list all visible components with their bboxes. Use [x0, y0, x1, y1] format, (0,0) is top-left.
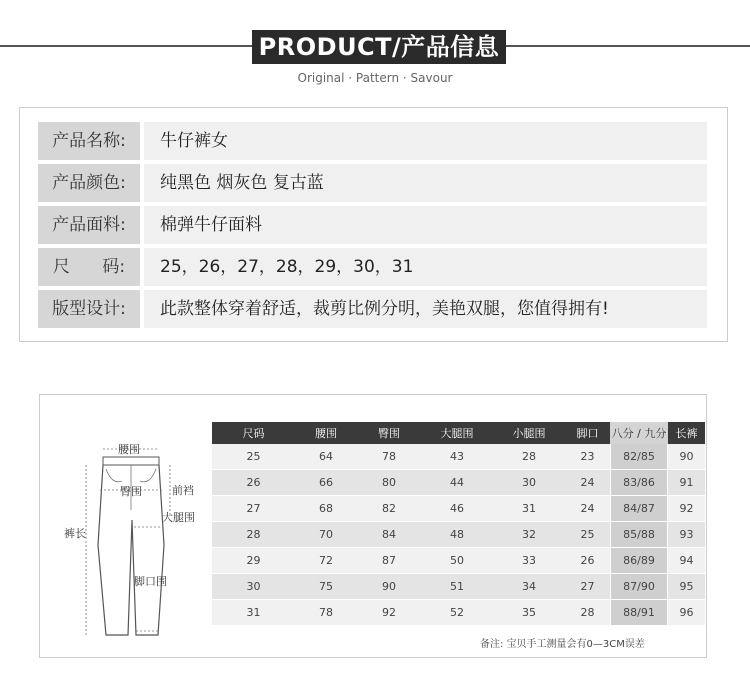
- table-cell: 93: [668, 522, 705, 548]
- table-cell: 78: [357, 444, 421, 470]
- table-row: [212, 574, 705, 600]
- table-cell: 51: [421, 574, 493, 600]
- table-cell: 28: [493, 444, 565, 470]
- table-cell: 50: [421, 548, 493, 574]
- info-label: 版型设计:: [38, 290, 140, 328]
- table-cell: 84: [357, 522, 421, 548]
- info-row-color: [38, 164, 707, 202]
- table-cell: 91: [668, 470, 705, 496]
- length-label: 裤长: [64, 527, 86, 540]
- table-cell: 94: [668, 548, 705, 574]
- table-cell: 24: [565, 496, 610, 522]
- info-label: 产品名称:: [38, 122, 140, 160]
- measurement-note: 备注: 宝贝手工测量会有0—3CM误差: [480, 639, 645, 650]
- table-cell: 52: [421, 600, 493, 626]
- table-cell: 30: [493, 470, 565, 496]
- table-cell: 68: [295, 496, 357, 522]
- info-row-design: [38, 290, 707, 328]
- waist-label: 腰围: [118, 443, 140, 456]
- header-calf: 小腿围: [493, 422, 565, 444]
- table-cell: 46: [421, 496, 493, 522]
- hem-label: 脚口围: [134, 575, 167, 588]
- table-cell: 82/85: [610, 444, 668, 470]
- table-cell: 86/89: [610, 548, 668, 574]
- info-value: 此款整体穿着舒适，裁剪比例分明，美艳双腿，您值得拥有!: [144, 290, 707, 328]
- section-title: PRODUCT/产品信息: [252, 30, 506, 64]
- table-cell: 26: [212, 470, 295, 496]
- header-waist: 腰围: [295, 422, 357, 444]
- table-cell: 72: [295, 548, 357, 574]
- table-cell: 78: [295, 600, 357, 626]
- header-hem: 脚口: [565, 422, 610, 444]
- info-label: 产品颜色:: [38, 164, 140, 202]
- section-subtitle: Original · Pattern · Savour: [297, 71, 453, 85]
- product-info-panel: [19, 107, 728, 342]
- table-cell: 70: [295, 522, 357, 548]
- table-cell: 25: [565, 522, 610, 548]
- table-cell: 95: [668, 574, 705, 600]
- table-row: [212, 496, 705, 522]
- info-label: 尺 码:: [38, 248, 140, 286]
- table-row: [212, 444, 705, 470]
- table-cell: 88/91: [610, 600, 668, 626]
- table-cell: 92: [668, 496, 705, 522]
- table-cell: 31: [493, 496, 565, 522]
- table-cell: 87/90: [610, 574, 668, 600]
- info-label: 产品面料:: [38, 206, 140, 244]
- table-cell: 43: [421, 444, 493, 470]
- info-row-size: [38, 248, 707, 286]
- header-length-cropped: 八分 / 九分: [610, 422, 668, 444]
- table-cell: 66: [295, 470, 357, 496]
- info-row-fabric: [38, 206, 707, 244]
- table-cell: 27: [565, 574, 610, 600]
- table-cell: 64: [295, 444, 357, 470]
- header-rule-left: [0, 45, 252, 47]
- hip-label: 臀围: [120, 485, 142, 498]
- table-cell: 23: [565, 444, 610, 470]
- table-cell: 27: [212, 496, 295, 522]
- table-cell: 31: [212, 600, 295, 626]
- table-cell: 80: [357, 470, 421, 496]
- table-cell: 82: [357, 496, 421, 522]
- info-value: 纯黑色 烟灰色 复古蓝: [144, 164, 707, 202]
- table-cell: 25: [212, 444, 295, 470]
- table-cell: 48: [421, 522, 493, 548]
- table-cell: 34: [493, 574, 565, 600]
- table-cell: 28: [212, 522, 295, 548]
- table-header-row: [212, 422, 705, 444]
- table-cell: 85/88: [610, 522, 668, 548]
- table-cell: 32: [493, 522, 565, 548]
- table-cell: 26: [565, 548, 610, 574]
- front-rise-label: 前裆: [172, 484, 194, 497]
- table-cell: 84/87: [610, 496, 668, 522]
- info-value: 棉弹牛仔面料: [144, 206, 707, 244]
- info-row-name: [38, 122, 707, 160]
- table-row: [212, 548, 705, 574]
- header-hip: 臀围: [357, 422, 421, 444]
- table-row: [212, 522, 705, 548]
- table-cell: 92: [357, 600, 421, 626]
- table-cell: 96: [668, 600, 705, 626]
- header-rule-right: [506, 45, 750, 47]
- info-value: 牛仔裤女: [144, 122, 707, 160]
- size-table: [212, 422, 705, 626]
- table-cell: 33: [493, 548, 565, 574]
- table-cell: 30: [212, 574, 295, 600]
- table-cell: 44: [421, 470, 493, 496]
- table-cell: 75: [295, 574, 357, 600]
- header-size: 尺码: [212, 422, 295, 444]
- table-cell: 28: [565, 600, 610, 626]
- table-cell: 83/86: [610, 470, 668, 496]
- size-chart-panel: [39, 394, 707, 658]
- pants-diagram: [48, 435, 208, 645]
- table-cell: 29: [212, 548, 295, 574]
- table-cell: 87: [357, 548, 421, 574]
- thigh-label: 大腿围: [162, 511, 195, 524]
- table-cell: 24: [565, 470, 610, 496]
- info-value: 25，26，27，28，29，30，31: [144, 248, 707, 286]
- table-cell: 35: [493, 600, 565, 626]
- table-cell: 90: [668, 444, 705, 470]
- header-thigh: 大腿围: [421, 422, 493, 444]
- table-cell: 90: [357, 574, 421, 600]
- table-row: [212, 600, 705, 626]
- header-length-full: 长裤: [668, 422, 705, 444]
- table-row: [212, 470, 705, 496]
